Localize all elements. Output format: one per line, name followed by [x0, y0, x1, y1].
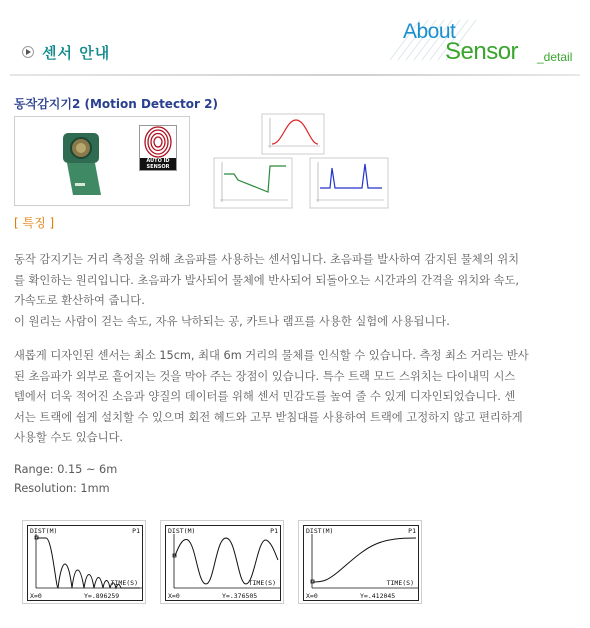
header-divider	[10, 74, 580, 76]
graph-x-readout: X=0	[306, 592, 318, 600]
graph-y-readout: Y=.412045	[360, 592, 396, 600]
spec-resolution: Resolution: 1mm	[14, 482, 110, 495]
graph-x-label: TIME(S)	[386, 579, 414, 587]
text-line: 템에서 더욱 적어진 소음과 양질의 데이터를 위해 센서 민감도를 높여 줄 수 있게 디자인되었습니다. 센	[14, 390, 516, 403]
page-title: 센서 안내	[42, 44, 111, 62]
brand-detail: _detail	[537, 50, 573, 64]
text-line: 를 확인하는 원리입니다. 초음파가 발사되어 물체에 반사되어 되돌아오는 시간과의 간격을 위치와 속도,	[14, 273, 520, 287]
graph-y-label: DIST(M)	[306, 527, 334, 535]
calculator-graph-3	[298, 520, 422, 604]
brand-logo	[380, 8, 580, 68]
graph-y-label: DIST(M)	[168, 527, 196, 535]
calculator-graph-1	[22, 520, 146, 604]
auto-id-label: AUTO ID SENSOR	[140, 158, 176, 170]
text-line: 이 원리는 사람이 걷는 속도, 자유 낙하되는 공, 카트나 램프를 사용한 실험에 사용됩니다.	[14, 314, 450, 328]
motion-detector-device-icon	[55, 123, 111, 199]
calculator-screen	[27, 525, 143, 601]
brand-about: About	[403, 20, 456, 43]
brand-sensor: Sensor	[445, 38, 519, 65]
page-header	[0, 0, 590, 80]
text-line: 서는 트랙에 쉽게 설치할 수 있으며 회전 헤드와 고무 받침대를 사용하여 트랙에 고정하지 않고 편리하게	[14, 410, 523, 424]
fingerprint-icon	[140, 126, 176, 158]
calculator-screen	[303, 525, 419, 601]
ramp-plot	[304, 526, 420, 590]
text-line: 새롭게 디자인된 센서는 최소 15cm, 최대 6m 거리의 물체를 인식할 수 있습니다. 측정 최소 거리는 반사	[14, 349, 529, 362]
spec-range: Range: 0.15 ~ 6m	[14, 463, 118, 476]
graph-y-readout: Y=.376505	[222, 592, 258, 600]
text-line: 가속도로 환산하여 줍니다.	[14, 294, 145, 307]
text-line: 된 초음파가 외부로 흩어지는 것을 막아 주는 장점이 있습니다. 특수 트랙 모드 스위치는 다이내믹 시스	[14, 369, 516, 383]
graph-x-label: TIME(S)	[248, 579, 276, 587]
calculator-graph-2	[160, 520, 284, 604]
graph-y-readout: Y=.896259	[84, 592, 120, 600]
auto-id-badge	[139, 125, 177, 171]
graph-plot-label: P1	[270, 527, 278, 535]
graph-x-readout: X=0	[30, 592, 42, 600]
graph-plot-label: P1	[408, 527, 416, 535]
product-title: 동작감지기2 (Motion Detector 2)	[14, 97, 218, 111]
oscillation-plot	[166, 526, 282, 590]
text-line: 사용할 수도 있습니다.	[14, 431, 123, 444]
graph-x-readout: X=0	[168, 592, 180, 600]
bouncing-ball-plot	[28, 526, 144, 590]
sample-graphs-image	[212, 112, 390, 212]
graph-y-label: DIST(M)	[30, 527, 58, 535]
description-paragraph-2	[14, 346, 579, 449]
features-label: [ 특징 ]	[14, 216, 55, 230]
calculator-screen	[165, 525, 281, 601]
text-line: 동작 감지기는 거리 측정을 위해 초음파를 사용하는 센서입니다. 초음파를 발사하여 감지된 물체의 위치	[14, 253, 520, 266]
graph-plot-label: P1	[132, 527, 140, 535]
play-circle-icon	[22, 46, 34, 58]
graph-x-label: TIME(S)	[110, 579, 138, 587]
description-paragraph-1	[14, 250, 579, 332]
product-image-box	[14, 116, 190, 206]
